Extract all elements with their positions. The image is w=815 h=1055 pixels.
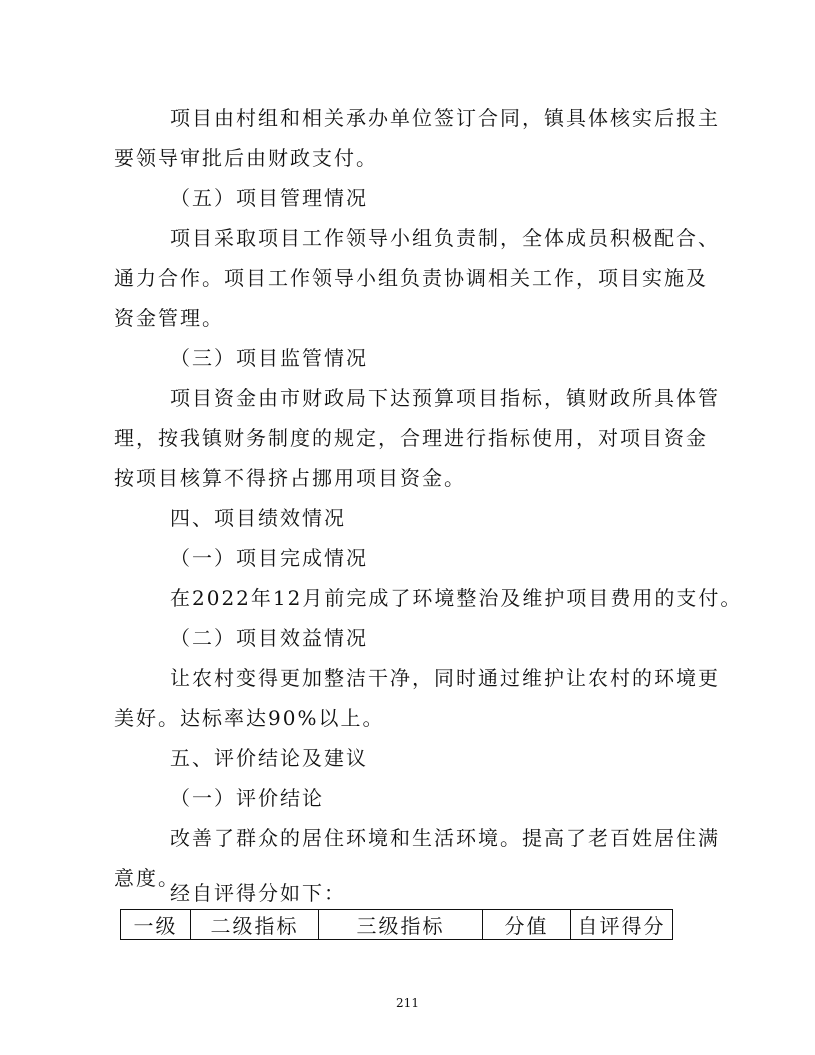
col-header-level2: 二级指标 bbox=[191, 910, 319, 940]
body-line: 改善了群众的居住环境和生活环境。提高了老百姓居住满 bbox=[170, 826, 720, 850]
col-header-self-score: 自评得分 bbox=[571, 910, 673, 940]
body-line: 让农村变得更加整洁干净，同时通过维护让农村的环境更 bbox=[170, 666, 720, 690]
body-line: 美好。达标率达90%以上。 bbox=[114, 706, 385, 730]
body-line: 资金管理。 bbox=[114, 306, 224, 330]
page-number: 211 bbox=[396, 996, 419, 1010]
section-heading: （一）项目完成情况 bbox=[170, 546, 368, 570]
body-line: 意度。 bbox=[114, 866, 180, 890]
table-header-row bbox=[121, 910, 673, 940]
body-line: 在2022年12月前完成了环境整治及维护项目费用的支付。 bbox=[170, 586, 743, 610]
col-header-score: 分值 bbox=[483, 910, 571, 940]
section-heading: （五）项目管理情况 bbox=[170, 186, 368, 210]
body-line: 理，按我镇财务制度的规定，合理进行指标使用，对项目资金 bbox=[114, 426, 708, 450]
section-heading: （一）评价结论 bbox=[170, 786, 324, 810]
body-line: 通力合作。项目工作领导小组负责协调相关工作，项目实施及 bbox=[114, 266, 708, 290]
score-table bbox=[120, 909, 673, 940]
col-header-level1: 一级 bbox=[121, 910, 191, 940]
body-line: 经自评得分如下： bbox=[170, 881, 346, 905]
section-heading: 四、项目绩效情况 bbox=[170, 506, 346, 530]
body-line: 按项目核算不得挤占挪用项目资金。 bbox=[114, 466, 466, 490]
body-line: 要领导审批后由财政支付。 bbox=[114, 146, 378, 170]
section-heading: （三）项目监管情况 bbox=[170, 346, 368, 370]
body-line: 项目由村组和相关承办单位签订合同，镇具体核实后报主 bbox=[170, 106, 720, 130]
section-heading: 五、评价结论及建议 bbox=[170, 746, 368, 770]
section-heading: （二）项目效益情况 bbox=[170, 626, 368, 650]
col-header-level3: 三级指标 bbox=[319, 910, 483, 940]
body-line: 项目采取项目工作领导小组负责制，全体成员积极配合、 bbox=[170, 226, 720, 250]
body-line: 项目资金由市财政局下达预算项目指标，镇财政所具体管 bbox=[170, 386, 720, 410]
